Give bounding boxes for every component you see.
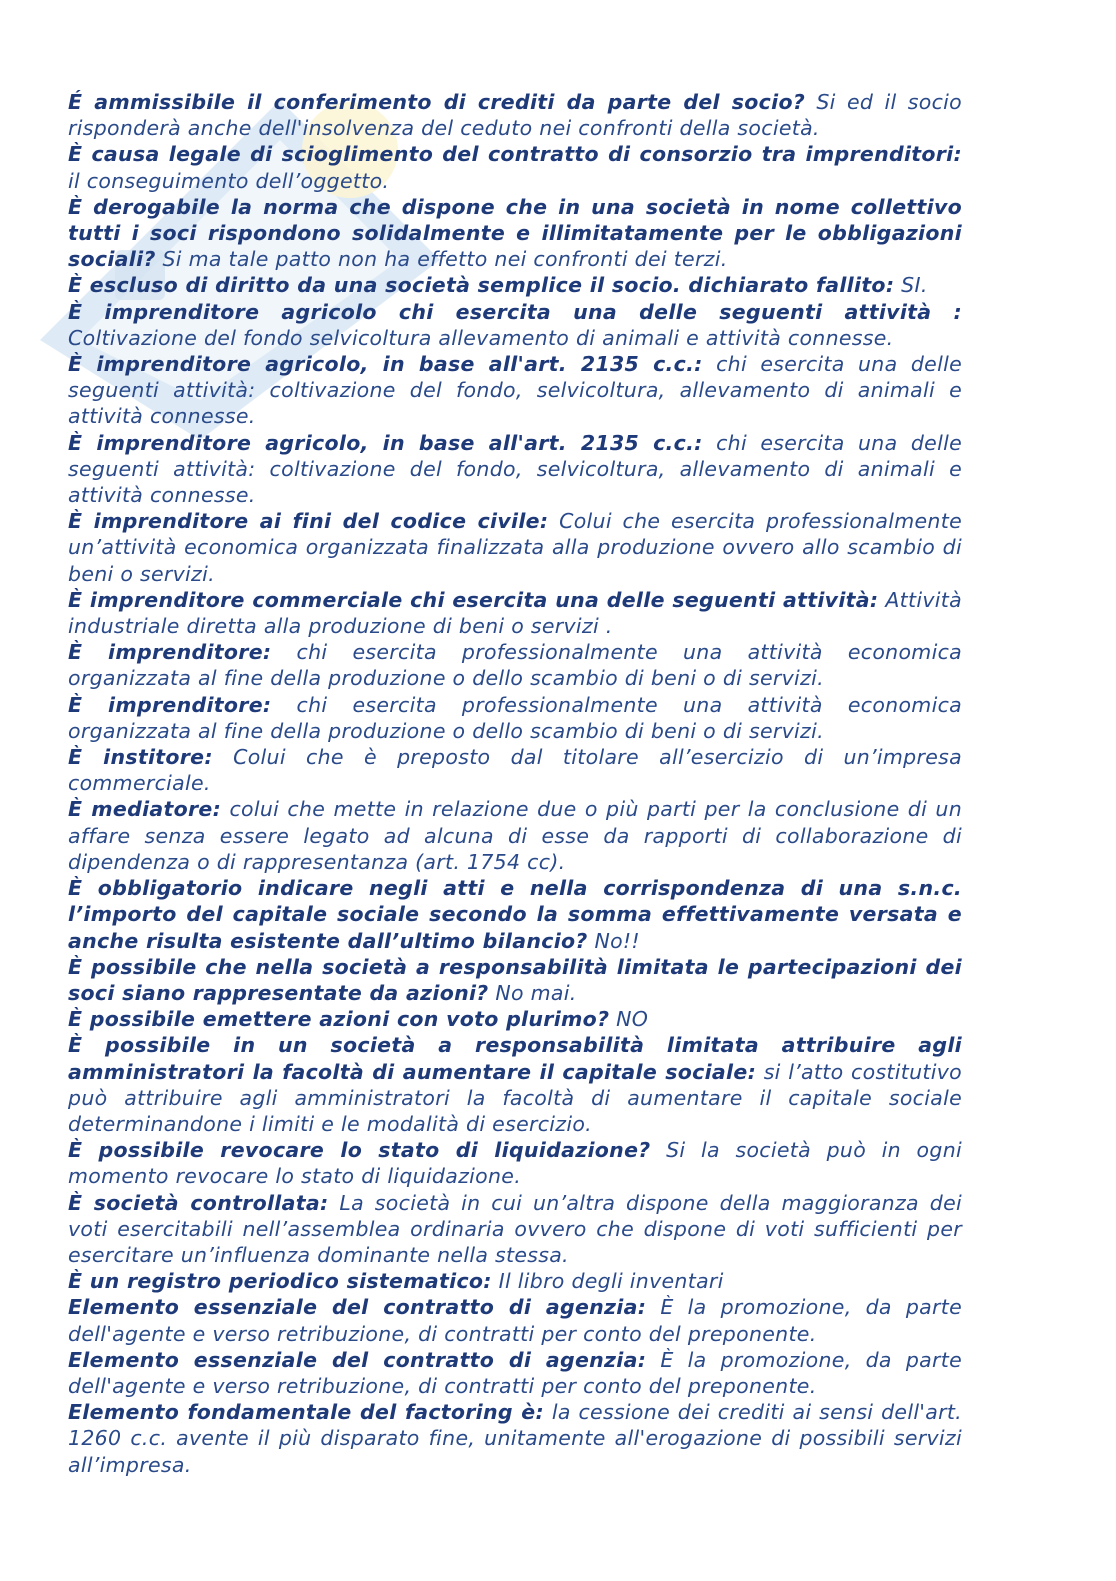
- question: Elemento essenziale del contratto di agenzia:: [68, 1347, 647, 1372]
- question: È imprenditore agricolo, in base all'art. 2135 c.c.:: [68, 352, 703, 377]
- answer: il conseguimento dell’oggetto.: [68, 168, 390, 193]
- qa-entry: [68, 639, 962, 691]
- answer: chi esercita una delle seguenti attività: coltivazione del fondo, selvicoltura, allevamento di animali e attività connesse.: [68, 352, 962, 429]
- qa-entry: [68, 875, 962, 954]
- question: È causa legale di scioglimento del contratto di consorzio tra imprenditori:: [68, 142, 962, 167]
- qa-entry: [68, 1137, 962, 1189]
- answer: chi esercita professionalmente una attività economica organizzata al fine della produzione o dello scambio di beni o di servizi.: [68, 692, 962, 743]
- question: È imprenditore:: [68, 692, 272, 717]
- answer: Si la società può in ogni momento revocare lo stato di liquidazione.: [68, 1138, 962, 1189]
- question: È possibile emettere azioni con voto plurimo?: [68, 1007, 610, 1032]
- question: È imprenditore agricolo chi esercita una delle seguenti attività :: [68, 299, 962, 324]
- qa-entry: [68, 796, 962, 875]
- qa-entry: [68, 351, 962, 430]
- qa-entry: [68, 508, 962, 587]
- question: È un registro periodico sistematico:: [68, 1269, 492, 1294]
- answer: Il libro degli inventari: [498, 1269, 724, 1294]
- qa-entry: [68, 954, 962, 1006]
- qa-entry: [68, 1190, 962, 1269]
- qa-entry: [68, 587, 962, 639]
- question: È possibile revocare lo stato di liquidazione?: [68, 1138, 651, 1163]
- question: È imprenditore agricolo, in base all'art. 2135 c.c.:: [68, 430, 703, 455]
- answer: la cessione dei crediti ai sensi dell'art. 1260 c.c. avente il più disparato fine, unitamente all'erogazione di possibili servizi all’impresa.: [68, 1400, 962, 1477]
- answer: No!!: [594, 928, 640, 953]
- answer: No mai.: [495, 980, 577, 1005]
- answer: chi esercita professionalmente una attività economica organizzata al fine della produzione o dello scambio di beni o di servizi.: [68, 640, 962, 691]
- qa-entry: [68, 1032, 962, 1137]
- qa-entry: [68, 1268, 962, 1294]
- qa-entry: [68, 299, 962, 351]
- answer: Colui che esercita professionalmente un’attività economica organizzata finalizzata alla produzione ovvero allo scambio di beni o servizi.: [68, 509, 962, 586]
- qa-entry: [68, 194, 962, 273]
- qa-entry: [68, 272, 962, 298]
- question: È società controllata:: [68, 1190, 329, 1215]
- question: È derogabile la norma che dispone che in una società in nome collettivo tutti i soci rispondono solidalmente e illimitatamente per le obbligazioni sociali?: [68, 194, 962, 272]
- question: Elemento fondamentale del factoring è:: [68, 1400, 545, 1425]
- question: È escluso di diritto da una società semplice il socio. dichiarato fallito:: [68, 273, 895, 298]
- answer: chi esercita una delle seguenti attività: coltivazione del fondo, selvicoltura, allevamento di animali e attività connesse.: [68, 430, 962, 508]
- question: È imprenditore commerciale chi esercita una delle seguenti attività:: [68, 587, 879, 612]
- answer: Attività industriale diretta alla produzione di beni o servizi .: [68, 587, 962, 639]
- answer: Coltivazione del fondo selvicoltura allevamento di animali e attività connesse.: [68, 325, 894, 350]
- qa-entry: [68, 1006, 962, 1032]
- question: È possibile in un società a responsabilità limitata attribuire agli amministratori la facoltà di aumentare il capitale sociale:: [68, 1033, 962, 1084]
- qa-entry: [68, 430, 962, 509]
- answer: La società in cui un’altra dispone della maggioranza dei voti esercitabili nell’assemblea ordinaria ovvero che dispone di voti sufficienti per esercitare un’influenza dominante nella stessa.: [68, 1190, 962, 1267]
- qa-entry: [68, 1399, 962, 1478]
- question: È institore:: [68, 745, 213, 770]
- qa-entry: [68, 89, 962, 141]
- answer: È la promozione, da parte dell'agente e verso retribuzione, di contratti per conto del preponente.: [68, 1347, 962, 1398]
- qa-entry: [68, 1347, 962, 1399]
- question: È possibile che nella società a responsabilità limitata le partecipazioni dei soci siano rappresentate da azioni?: [68, 954, 962, 1005]
- answer: colui che mette in relazione due o più parti per la conclusione di un affare senza essere legato ad alcuna di esse da rapporti di collaborazione di dipendenza o di rappresentanza (art. 1754 cc).: [68, 797, 962, 874]
- answer: È la promozione, da parte dell'agente e verso retribuzione, di contratti per conto del preponente.: [68, 1295, 962, 1346]
- qa-entry: [68, 744, 962, 796]
- answer: Si ed il socio risponderà anche dell'insolvenza del ceduto nei confronti della società.: [68, 90, 962, 141]
- answer: Si ma tale patto non ha effetto nei confronti dei terzi.: [162, 247, 728, 272]
- question: È mediatore:: [68, 797, 222, 822]
- question: È obbligatorio indicare negli atti e nella corrispondenza di una s.n.c. l’importo del capitale sociale secondo la somma effettivamente versata e anche risulta esistente dall’ultimo bilancio?: [68, 876, 962, 953]
- question: È imprenditore:: [68, 640, 272, 665]
- answer: NO: [616, 1007, 649, 1032]
- document-body: [68, 89, 962, 1478]
- answer: SI.: [901, 273, 928, 298]
- qa-entry: [68, 141, 962, 193]
- question: É ammissibile il conferimento di crediti da parte del socio?: [68, 90, 806, 114]
- qa-entry: [68, 692, 962, 744]
- question: Elemento essenziale del contratto di agenzia:: [68, 1295, 647, 1320]
- qa-entry: [68, 1294, 962, 1346]
- answer: Colui che è preposto dal titolare all’esercizio di un’impresa commerciale.: [68, 745, 962, 796]
- answer: si l’atto costitutivo può attribuire agli amministratori la facoltà di aumentare il capitale sociale determinandone i limiti e le modalità di esercizio.: [68, 1059, 962, 1136]
- question: È imprenditore ai fini del codice civile:: [68, 509, 549, 534]
